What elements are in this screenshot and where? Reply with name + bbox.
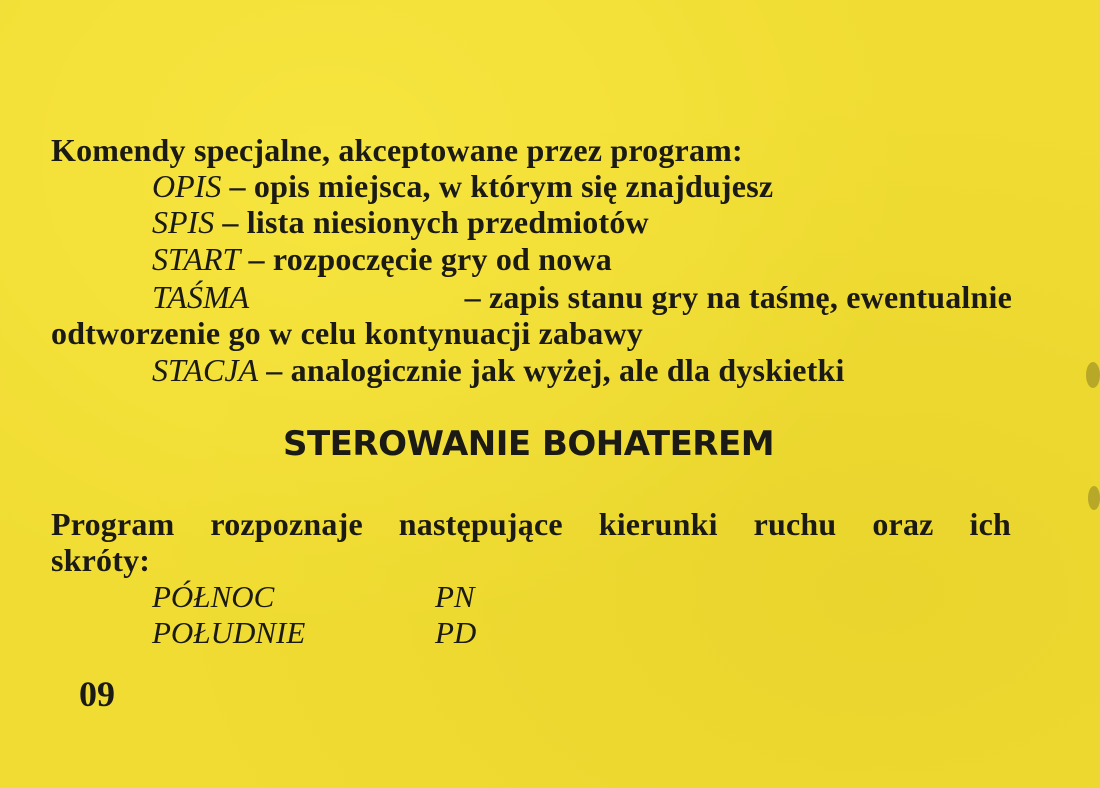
command-keyword: SPIS	[152, 204, 215, 240]
directions-intro: Program rozpoznaje następujące kierunki ruchu oraz ich	[51, 506, 1011, 542]
command-description: – opis miejsca, w którym się znajdujesz	[229, 168, 774, 204]
command-line-tasma	[152, 279, 1012, 315]
direction-name: PÓŁNOC	[152, 579, 275, 614]
command-keyword: STACJA	[152, 352, 259, 388]
command-line-stacja	[152, 352, 845, 388]
command-description: – zapis stanu gry na taśmę, ewentualnie	[464, 279, 1012, 315]
command-keyword: OPIS	[152, 168, 222, 204]
binding-hole-mark	[1088, 486, 1100, 510]
page-number: 09	[79, 674, 115, 714]
command-line-tasma-continuation: odtworzenie go w celu kontynuacji zabawy	[51, 315, 643, 351]
direction-abbreviation: PD	[435, 615, 477, 650]
direction-abbreviation: PN	[435, 579, 475, 614]
command-keyword: START	[152, 241, 241, 277]
command-line-spis	[152, 204, 649, 240]
commands-intro: Komendy specjalne, akceptowane przez program:	[51, 132, 743, 168]
command-description: – lista niesionych przedmiotów	[222, 204, 649, 240]
command-keyword: TAŚMA	[152, 279, 250, 315]
command-line-start	[152, 241, 612, 277]
direction-name: POŁUDNIE	[152, 615, 306, 650]
command-line-opis	[152, 168, 773, 204]
command-description: – rozpoczęcie gry od nowa	[248, 241, 612, 277]
binding-hole-mark	[1086, 362, 1100, 388]
directions-intro-continuation: skróty:	[51, 542, 151, 578]
section-heading: STEROWANIE BOHATEREM	[283, 424, 775, 464]
command-description: – analogicznie jak wyżej, ale dla dyskietki	[266, 352, 845, 388]
